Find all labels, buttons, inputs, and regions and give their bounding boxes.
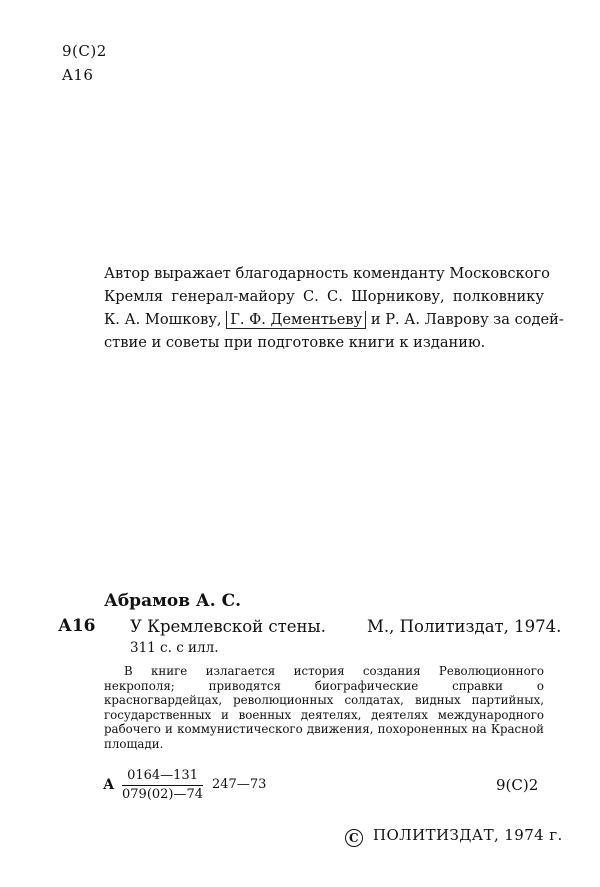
catalog-author: Абрамов А. С. (104, 591, 242, 611)
catalog-pages: 311 с. с илл. (130, 640, 219, 656)
catalog-abstract (104, 664, 544, 752)
ack-line-1: Автор выражает благодарность коменданту Московского (104, 265, 550, 282)
ack-line-4: ствие и советы при подготовке книги к изданию. (104, 334, 486, 351)
ack-line-3-post: и Р. А. Лаврову за содей- (366, 311, 564, 328)
author-mark: A16 (62, 66, 94, 84)
ack-line-2: Кремля генерал-майору С. С. Шорникову, полковнику (104, 288, 544, 305)
copyright (345, 826, 563, 847)
ack-line-3-pre: К. А. Мошкову, (104, 311, 227, 328)
acknowledgement (104, 262, 564, 354)
index-fraction (122, 767, 203, 804)
index-udc: 9(С)2 (496, 776, 539, 794)
catalog-title: У Кремлевской стены. (130, 617, 326, 636)
copyright-icon: C (345, 829, 363, 847)
catalog-mark: А16 (58, 616, 96, 636)
index-denominator: 079(02)—74 (122, 787, 204, 802)
index-letter: А (103, 777, 115, 793)
abstract-text: В книге излагается история создания Революционного некрополя; приводятся биографические справки о красногвардейцах, революционных солдатах, видных партийных, государственных и военных деятелях, деятелях международного рабочего и коммунистического движения, похороненных на Красной площади. (104, 664, 544, 751)
index-numerator: 0164—131 (122, 767, 203, 786)
catalog-imprint: М., Политиздат, 1974. (367, 617, 562, 636)
ack-line-3 (104, 308, 564, 331)
copyright-text: ПОЛИТИЗДАТ, 1974 г. (373, 826, 563, 844)
udc-code: 9(C)2 (62, 42, 107, 60)
index-code: 247—73 (212, 777, 267, 792)
ack-boxed-name: Г. Ф. Дементьеву (226, 311, 366, 329)
